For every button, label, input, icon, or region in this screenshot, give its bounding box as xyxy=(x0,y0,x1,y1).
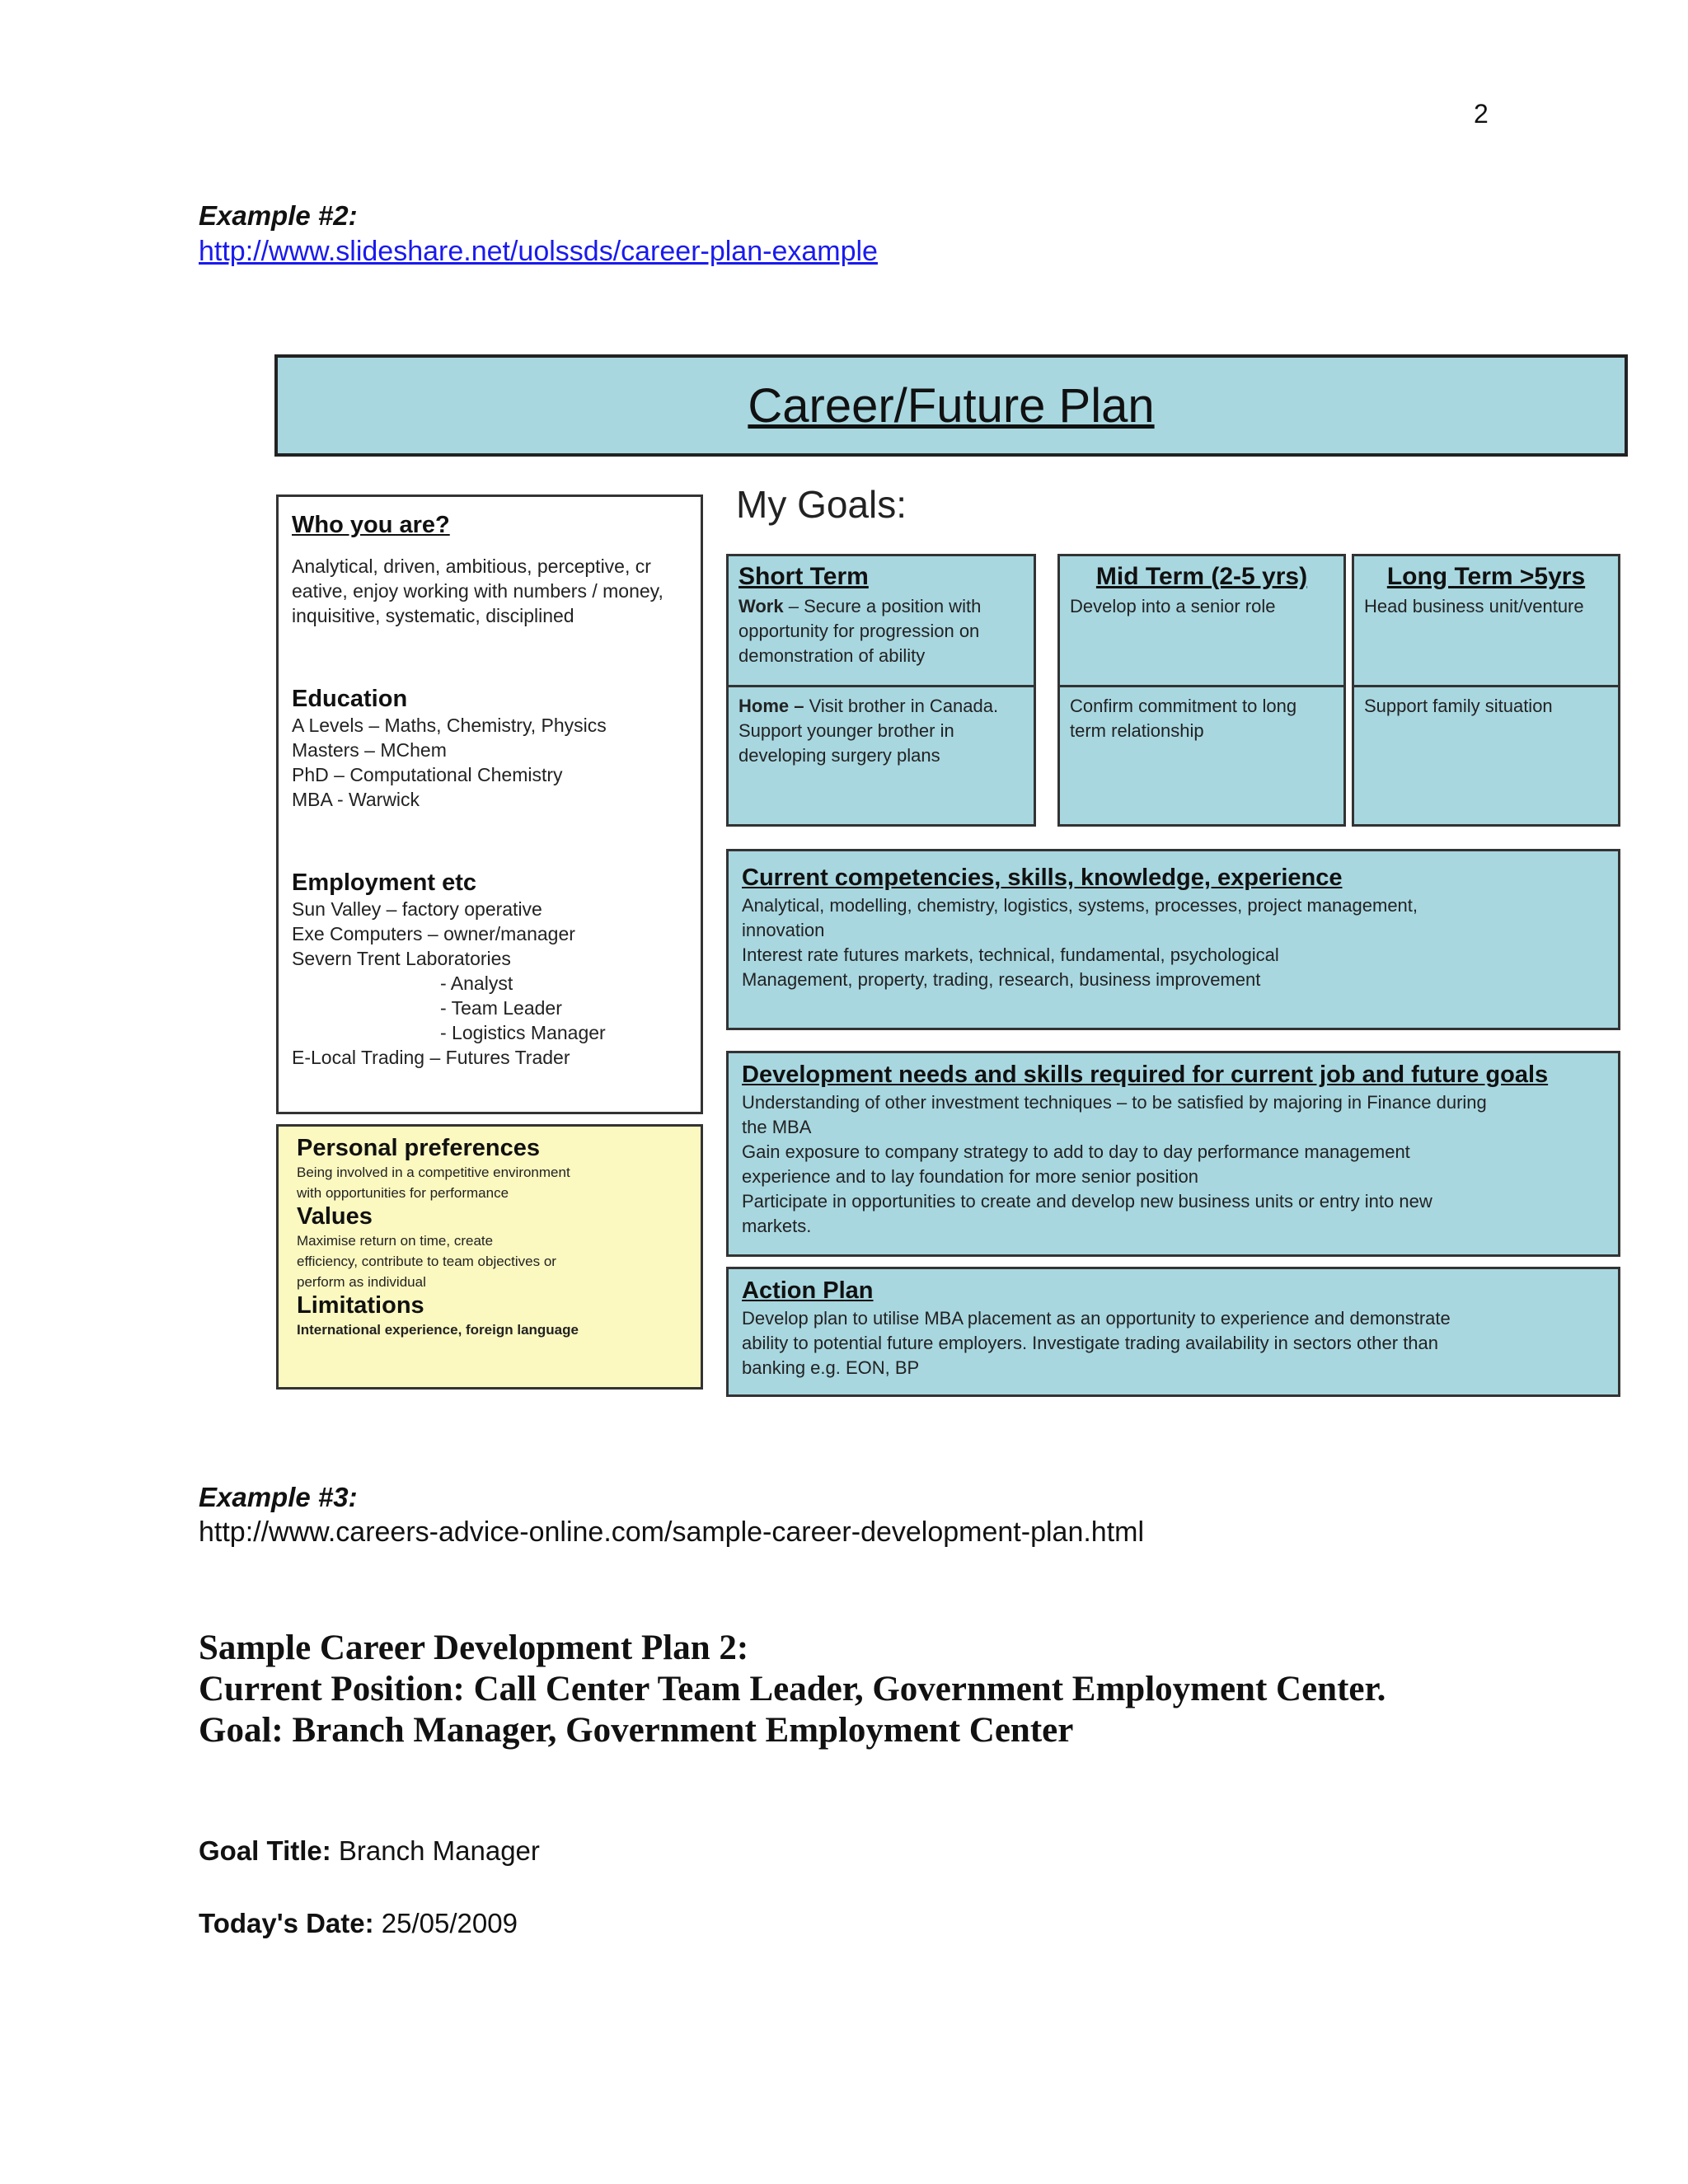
development-line: Understanding of other investment techniques – to be satisfied by majoring in Finance during xyxy=(742,1092,1487,1113)
example-2-link[interactable]: http://www.slideshare.net/uolssds/career-plan-example xyxy=(199,236,878,267)
action-plan-panel xyxy=(726,1267,1620,1397)
who-heading: Who you are? xyxy=(292,512,450,538)
action-plan-heading: Action Plan xyxy=(742,1277,874,1304)
personal-text: Being involved in a competitive environment xyxy=(297,1165,570,1180)
todays-date-value: 25/05/2009 xyxy=(373,1908,518,1938)
example-3-label: Example #3: xyxy=(199,1482,358,1512)
education-line: Masters – MChem xyxy=(292,739,447,761)
employment-subline: - Analyst xyxy=(440,972,513,994)
employment-line: E-Local Trading – Futures Trader xyxy=(292,1047,570,1068)
competencies-heading: Current competencies, skills, knowledge, experience xyxy=(742,865,1343,891)
competencies-line: innovation xyxy=(742,920,825,940)
home-text: Visit brother in Canada. Support younger brother in developing surgery plans xyxy=(738,696,999,766)
action-plan-line: ability to potential future employers. Investigate trading availability in sectors other than xyxy=(742,1333,1439,1353)
personal-text: with opportunities for performance xyxy=(297,1185,509,1201)
long-term-top: Head business unit/venture xyxy=(1364,596,1584,616)
plan-title: Career/Future Plan xyxy=(748,378,1155,433)
education-line: PhD – Computational Chemistry xyxy=(292,764,563,785)
long-term-cell xyxy=(1352,554,1620,687)
competencies-panel xyxy=(726,849,1620,1030)
personal-heading: Personal preferences xyxy=(297,1135,540,1161)
long-term-bottom-cell xyxy=(1352,685,1620,827)
values-text: perform as individual xyxy=(297,1274,426,1290)
values-text: efficiency, contribute to team objectives or xyxy=(297,1254,556,1269)
values-heading: Values xyxy=(297,1203,373,1230)
limitations-heading: Limitations xyxy=(297,1292,424,1319)
personal-preferences-panel xyxy=(276,1124,703,1390)
who-text: Analytical, driven, ambitious, perceptive, cr eative, enjoy working with numbers / money, inquisitive, systematic, disciplined xyxy=(292,555,663,626)
home-label: Home – xyxy=(738,696,804,716)
plan-title-bar xyxy=(274,354,1628,457)
action-plan-line: Develop plan to utilise MBA placement as an opportunity to experience and demonstrate xyxy=(742,1308,1451,1329)
todays-date-field xyxy=(199,1908,518,1939)
sample-heading-line-1: Sample Career Development Plan 2: xyxy=(199,1629,749,1667)
sample-heading xyxy=(199,1628,1386,1751)
values-text: Maximise return on time, create xyxy=(297,1233,494,1249)
development-line: experience and to lay foundation for more senior position xyxy=(742,1166,1199,1187)
mid-term-bottom: Confirm commitment to long term relationship xyxy=(1070,696,1297,741)
profile-panel xyxy=(276,494,703,1114)
competencies-line: Analytical, modelling, chemistry, logistics, systems, processes, project management, xyxy=(742,895,1418,916)
short-term-cell xyxy=(726,554,1036,687)
page-number: 2 xyxy=(1474,99,1489,129)
development-line: the MBA xyxy=(742,1117,812,1137)
development-panel xyxy=(726,1051,1620,1257)
employment-subline: - Team Leader xyxy=(440,997,562,1019)
long-term-heading: Long Term >5yrs xyxy=(1386,563,1586,590)
employment-line: Exe Computers – owner/manager xyxy=(292,923,575,944)
education-heading: Education xyxy=(292,686,408,712)
education-line: MBA - Warwick xyxy=(292,789,420,810)
short-term-work xyxy=(738,594,1024,668)
goal-title-value: Branch Manager xyxy=(331,1835,540,1866)
development-line: markets. xyxy=(742,1216,812,1236)
development-line: Gain exposure to company strategy to add to day to day performance management xyxy=(742,1141,1410,1162)
work-text: – Secure a position with opportunity for progression on demonstration of ability xyxy=(738,596,982,666)
sample-heading-line-2: Current Position: Call Center Team Leader, Government Employment Center. xyxy=(199,1670,1386,1708)
long-term-bottom: Support family situation xyxy=(1364,696,1553,716)
example-3-url: http://www.careers-advice-online.com/sample-career-development-plan.html xyxy=(199,1516,1145,1548)
education-line: A Levels – Maths, Chemistry, Physics xyxy=(292,715,607,736)
mid-term-cell xyxy=(1057,554,1346,687)
competencies-line: Management, property, trading, research, business improvement xyxy=(742,969,1261,990)
short-term-home-cell xyxy=(726,685,1036,827)
short-term-heading: Short Term xyxy=(738,563,869,590)
employment-heading: Employment etc xyxy=(292,869,476,896)
mid-term-top: Develop into a senior role xyxy=(1070,596,1276,616)
mid-term-heading: Mid Term (2-5 yrs) xyxy=(1095,563,1308,590)
employment-line: Severn Trent Laboratories xyxy=(292,948,511,969)
employment-subline: - Logistics Manager xyxy=(440,1022,606,1043)
goal-title-field xyxy=(199,1835,540,1867)
sample-heading-line-3: Goal: Branch Manager, Government Employment Center xyxy=(199,1711,1074,1750)
limitations-text: International experience, foreign language xyxy=(297,1322,579,1338)
my-goals-heading: My Goals: xyxy=(736,483,907,526)
development-line: Participate in opportunities to create and develop new business units or entry into new xyxy=(742,1191,1432,1212)
todays-date-label: Today's Date: xyxy=(199,1908,374,1938)
example-2-label: Example #2: xyxy=(199,200,358,231)
career-plan-figure xyxy=(270,350,1637,1401)
mid-term-bottom-cell xyxy=(1057,685,1346,827)
goal-title-label: Goal Title: xyxy=(199,1835,331,1866)
employment-line: Sun Valley – factory operative xyxy=(292,898,542,920)
action-plan-line: banking e.g. EON, BP xyxy=(742,1357,920,1378)
development-heading: Development needs and skills required for current job and future goals xyxy=(742,1062,1549,1088)
work-label: Work xyxy=(738,596,784,616)
competencies-line: Interest rate futures markets, technical, fundamental, psychological xyxy=(742,944,1279,965)
